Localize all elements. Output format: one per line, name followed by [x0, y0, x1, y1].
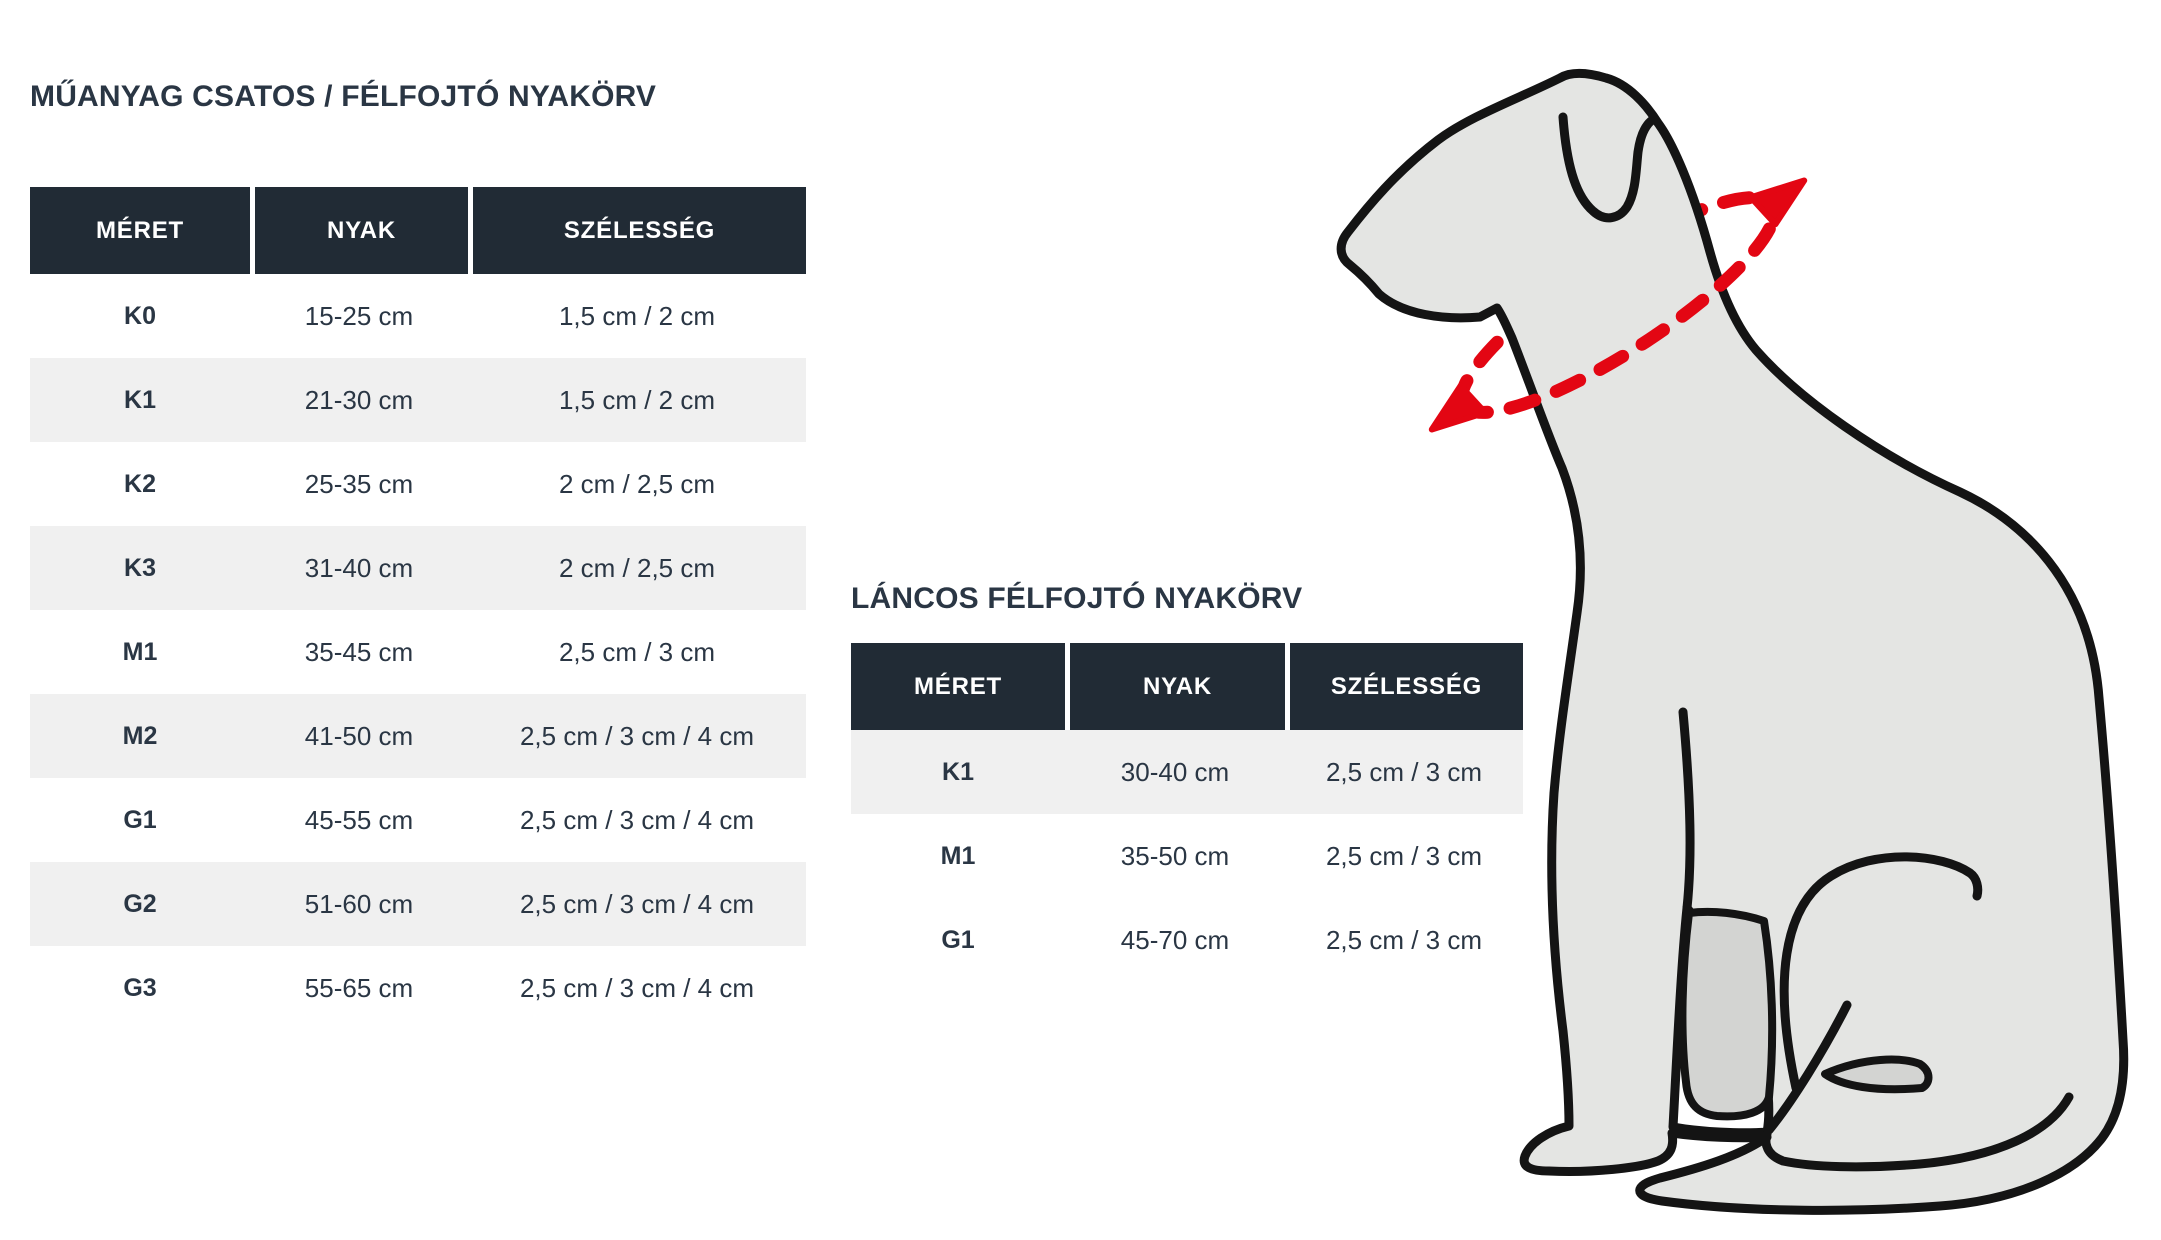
width-cell: 2,5 cm / 3 cm	[1285, 730, 1523, 814]
table-row	[30, 694, 806, 778]
size-cell: K2	[124, 469, 156, 498]
width-cell: 2 cm / 2,5 cm	[558, 468, 716, 499]
plastic-buckle-collar-size-table	[30, 187, 806, 1030]
table-row	[30, 526, 806, 610]
column-header: SZÉLESSÉG	[1285, 643, 1523, 730]
size-cell: K1	[30, 358, 250, 442]
neck-cell: 51-60 cm	[250, 862, 468, 946]
width-cell: 2,5 cm / 3 cm / 4 cm	[468, 862, 806, 946]
dog-far-hind-paw	[1825, 1060, 1929, 1090]
neck-cell: 41-50 cm	[250, 694, 468, 778]
neck-cell: 25-35 cm	[304, 468, 414, 499]
width-cell: 1,5 cm / 2 cm	[468, 358, 806, 442]
size-cell: G3	[123, 973, 157, 1002]
neck-cell: 31-40 cm	[250, 526, 468, 610]
table-row	[30, 862, 806, 946]
neck-cell: 15-25 cm	[304, 300, 414, 331]
table-row	[30, 610, 806, 694]
width-cell: 2,5 cm / 3 cm	[1325, 924, 1483, 955]
table-row	[30, 358, 806, 442]
plastic-buckle-collar-title: MŰANYAG CSATOS / FÉLFOJTÓ NYAKÖRV	[30, 80, 657, 113]
width-cell: 2,5 cm / 3 cm / 4 cm	[519, 972, 755, 1003]
width-cell: 2,5 cm / 3 cm / 4 cm	[468, 694, 806, 778]
table-row	[30, 274, 806, 358]
neck-cell: 45-55 cm	[304, 804, 414, 835]
dog-far-front-leg	[1682, 912, 1772, 1117]
size-cell: M1	[122, 637, 158, 666]
column-header: MÉRET	[30, 187, 250, 274]
size-cell: M1	[940, 841, 976, 870]
neck-band-arrow-left	[1420, 382, 1485, 442]
chain-collar-title: LÁNCOS FÉLFOJTÓ NYAKÖRV	[851, 582, 1303, 615]
size-cell: G1	[941, 925, 975, 954]
dog-neck-measurement-illustration	[1320, 20, 2161, 1240]
size-cell: M2	[30, 694, 250, 778]
size-cell: K0	[124, 301, 156, 330]
table-row	[30, 946, 806, 1030]
neck-cell: 30-40 cm	[1065, 730, 1285, 814]
neck-cell: 45-70 cm	[1120, 924, 1230, 955]
width-cell: 2,5 cm / 3 cm / 4 cm	[519, 804, 755, 835]
column-header: NYAK	[250, 187, 468, 274]
table-row	[30, 442, 806, 526]
column-header: MÉRET	[851, 643, 1065, 730]
neck-cell: 21-30 cm	[250, 358, 468, 442]
table-row	[30, 778, 806, 862]
size-cell: K3	[30, 526, 250, 610]
dog-illustration-svg	[1320, 20, 2161, 1240]
column-header: SZÉLESSÉG	[468, 187, 806, 274]
width-cell: 2,5 cm / 3 cm	[558, 636, 716, 667]
size-cell: G2	[30, 862, 250, 946]
size-cell: K1	[851, 730, 1065, 814]
header-row	[30, 187, 806, 274]
neck-band-arrow-right	[1751, 168, 1816, 228]
neck-cell: 55-65 cm	[304, 972, 414, 1003]
width-cell: 1,5 cm / 2 cm	[558, 300, 716, 331]
width-cell: 2,5 cm / 3 cm	[1325, 840, 1483, 871]
neck-cell: 35-50 cm	[1120, 840, 1230, 871]
size-cell: G1	[123, 805, 157, 834]
column-header: NYAK	[1065, 643, 1285, 730]
neck-cell: 35-45 cm	[304, 636, 414, 667]
width-cell: 2 cm / 2,5 cm	[468, 526, 806, 610]
